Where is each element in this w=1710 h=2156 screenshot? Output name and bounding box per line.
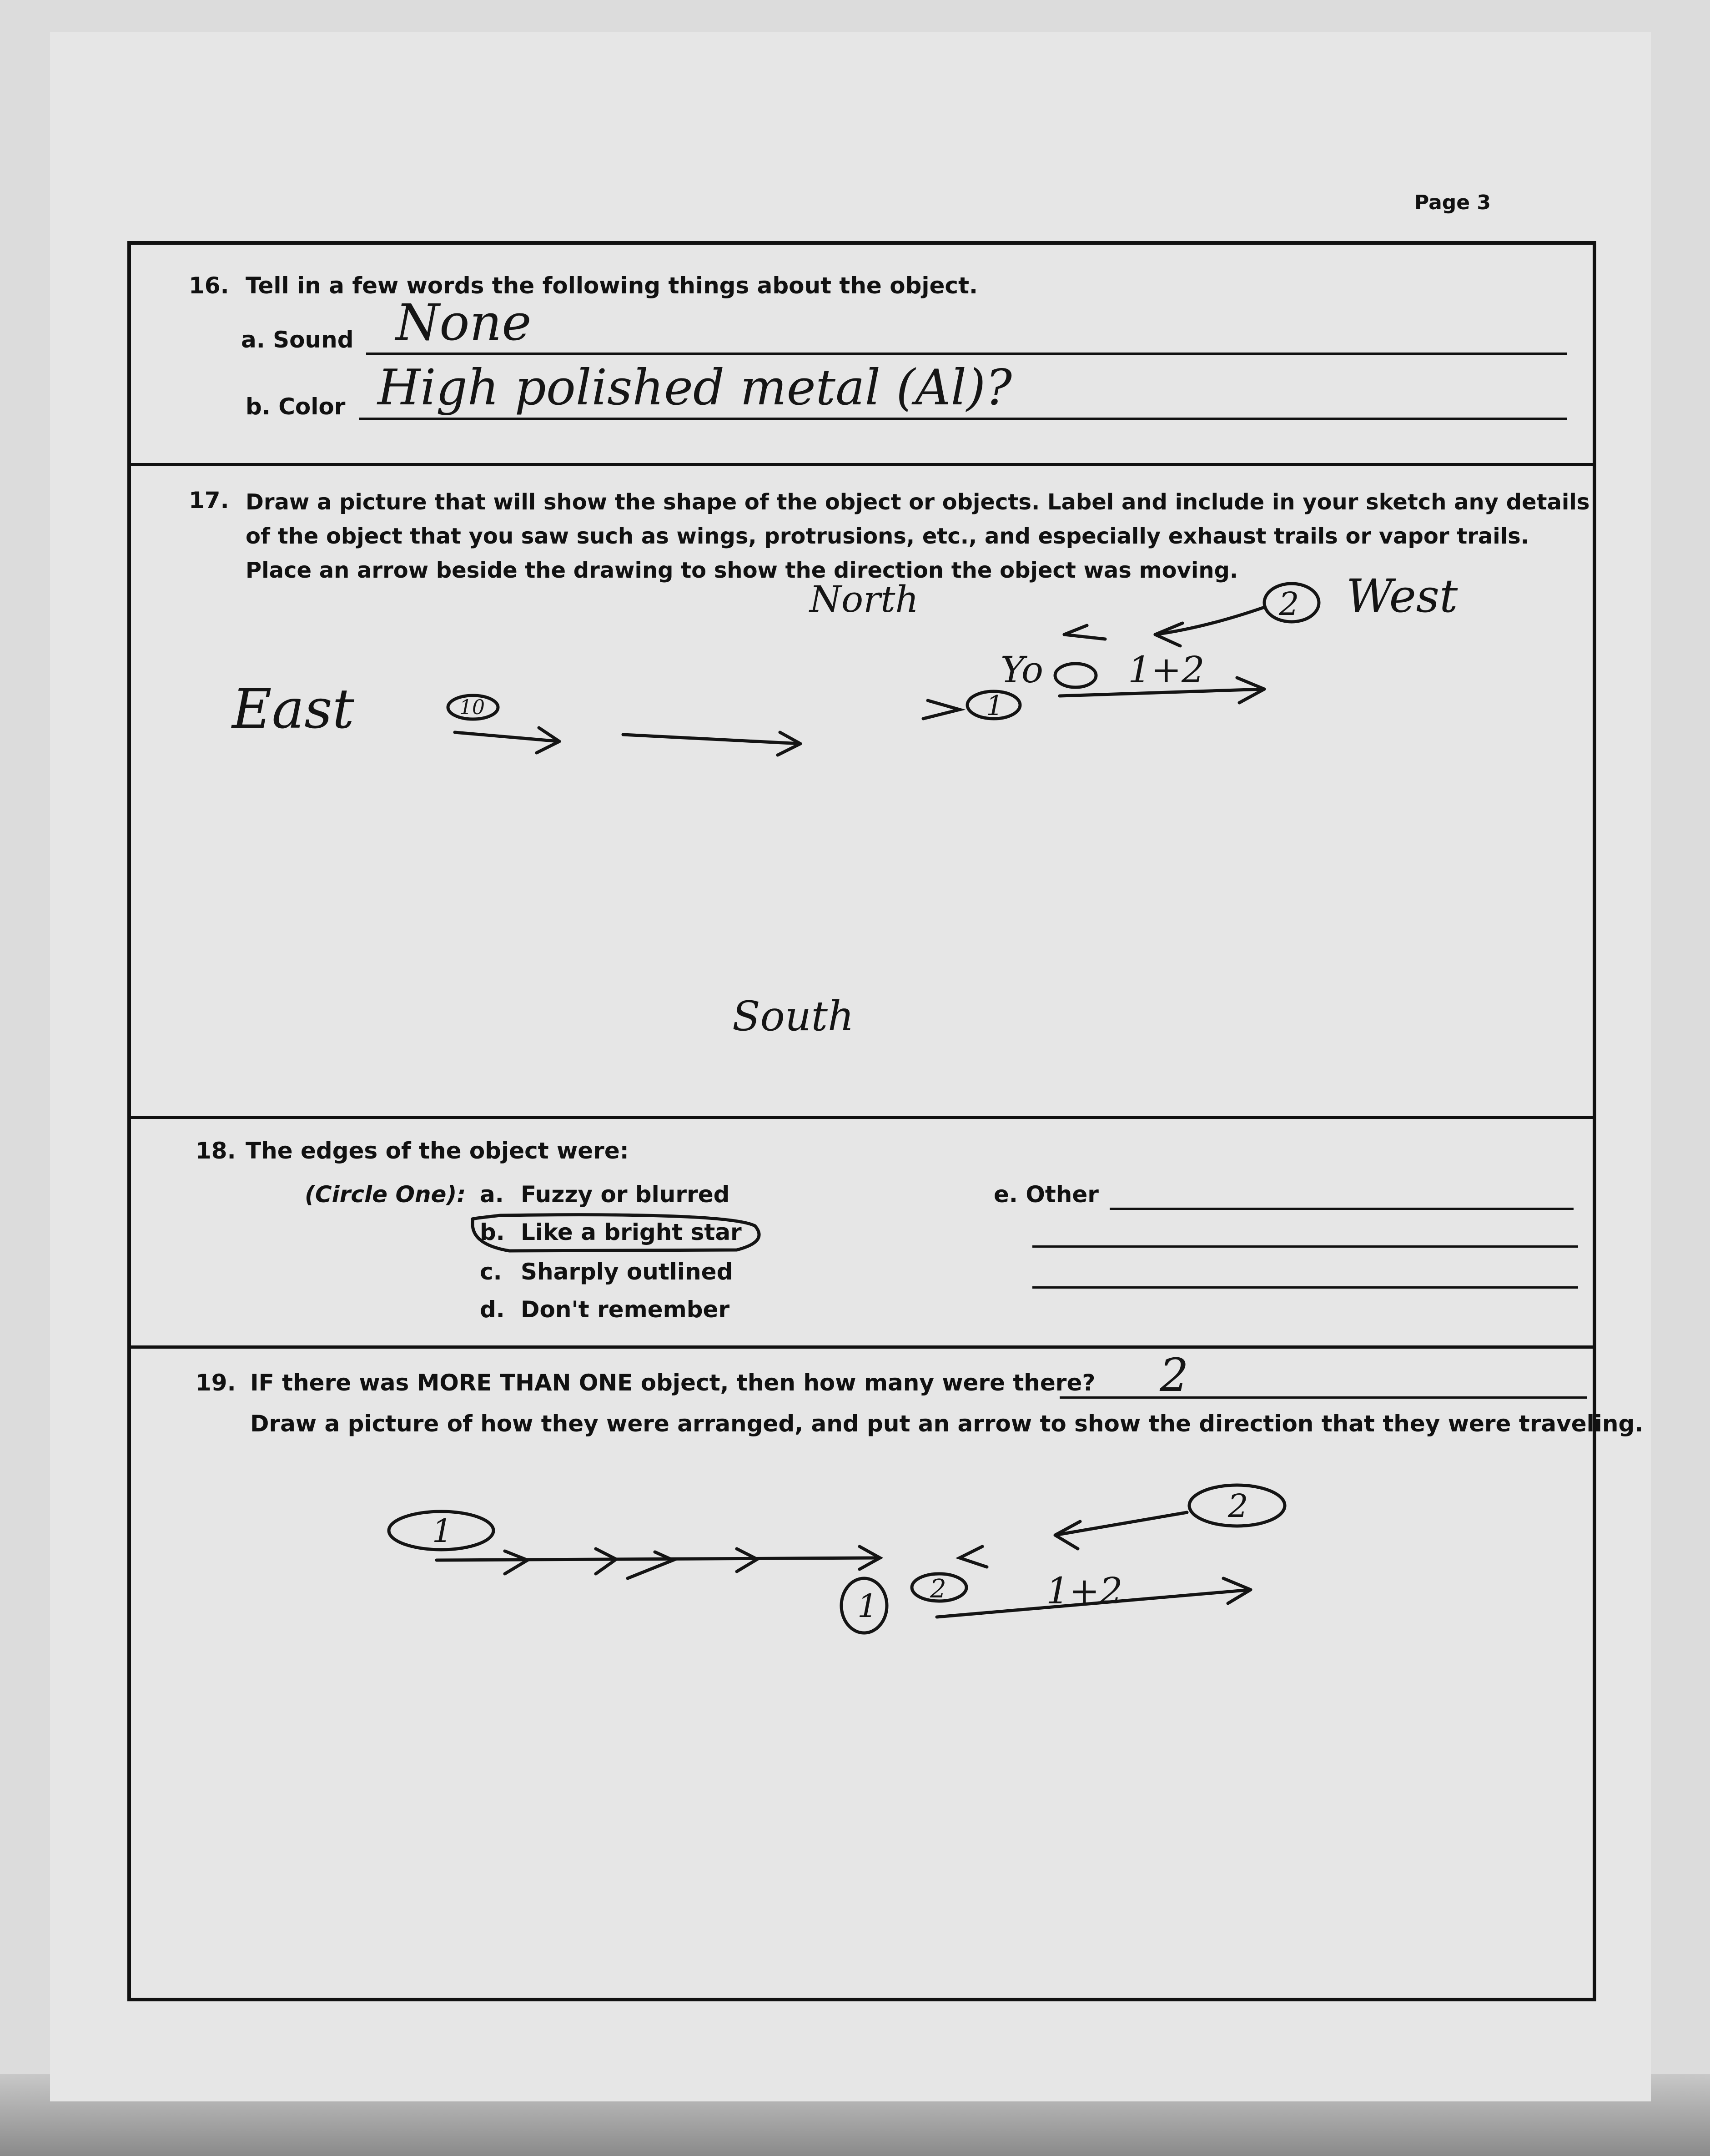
q19-marker-1plus2: 1+2 xyxy=(1046,1570,1123,1612)
q17-marker-10: 10 xyxy=(459,696,485,719)
q17-line-3: Place an arrow beside the drawing to show the direction the object was moving. xyxy=(246,558,1238,583)
q17-marker-1plus2: 1+2 xyxy=(1128,649,1205,691)
q19-number: 19. xyxy=(196,1370,236,1396)
q19-arrowhead-mid xyxy=(960,1546,987,1567)
q17-number: 17. xyxy=(189,487,229,514)
q17-marker-yo: Yo xyxy=(1001,649,1044,691)
q19-marker-2-right: 2 xyxy=(1228,1487,1248,1525)
page-number: Page 3 xyxy=(1414,191,1491,214)
q16-sound-label: a. Sound xyxy=(241,327,354,353)
q19-trail-arrowheads xyxy=(505,1546,880,1578)
q19-answer: 2 xyxy=(1160,1349,1189,1402)
q18-option-b-text: Like a bright star xyxy=(521,1219,742,1245)
q17-marker-1: 1 xyxy=(986,690,1004,722)
q17-north-label: North xyxy=(810,578,919,620)
q16-prompt: Tell in a few words the following things about the object. xyxy=(246,272,978,299)
q18-option-c-letter: c. xyxy=(480,1259,502,1285)
q18-circle-one: (Circle One): xyxy=(305,1181,466,1208)
q18-option-b-letter: b. xyxy=(480,1219,505,1245)
q16-color-label: b. Color xyxy=(246,393,346,420)
q16-color-answer: High polished metal (Al)? xyxy=(377,359,1012,416)
q19-arrow-west xyxy=(1055,1512,1187,1549)
q18-number: 18. xyxy=(196,1138,236,1164)
q17-east-label: East xyxy=(232,678,354,741)
q17-south-label: South xyxy=(732,992,854,1040)
q19-marker-1-small: 1 xyxy=(857,1587,878,1625)
q19-line-2: Draw a picture of how they were arranged, and put an arrow to show the direction that they were traveling. xyxy=(250,1410,1644,1437)
q16-number: 16. xyxy=(189,272,229,299)
q19-trail-line xyxy=(437,1558,878,1560)
q18-option-a-letter: a. xyxy=(480,1181,504,1208)
q17-west-label: West xyxy=(1346,569,1458,623)
q17-line-2: of the object that you saw such as wings, protrusions, etc., and especially exhaust trails or vapor trails. xyxy=(246,524,1529,549)
q18-option-c-text: Sharply outlined xyxy=(521,1259,733,1285)
q17-marker-2: 2 xyxy=(1279,585,1299,623)
q18-option-a-text: Fuzzy or blurred xyxy=(521,1181,730,1208)
q16-sound-answer: None xyxy=(396,293,532,352)
q18-option-d-text: Don't remember xyxy=(521,1296,730,1323)
q18-option-d-letter: d. xyxy=(480,1296,505,1323)
q19-marker-1-left: 1 xyxy=(432,1512,453,1550)
q17-line-1: Draw a picture that will show the shape of the object or objects. Label and include in your sketch any details xyxy=(246,489,1590,515)
q19-line-1: IF there was MORE THAN ONE object, then how many were there? xyxy=(250,1370,1096,1396)
q18-other-label: e. Other xyxy=(994,1181,1099,1208)
q18-prompt: The edges of the object were: xyxy=(246,1138,629,1164)
q19-marker-2-small: 2 xyxy=(930,1574,946,1604)
